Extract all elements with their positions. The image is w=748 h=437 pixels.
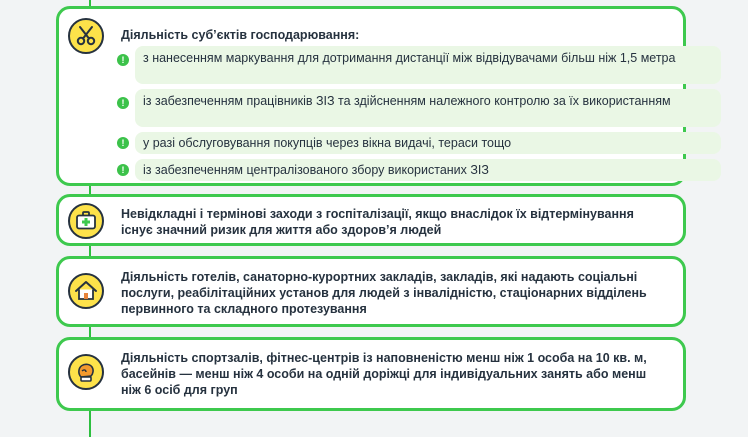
card-sports-facilities	[56, 337, 686, 411]
exclamation-icon: !	[117, 164, 129, 176]
card-hotels-sanatoriums	[56, 256, 686, 327]
list-item	[117, 89, 721, 127]
card-hospitalization	[56, 194, 686, 246]
card-business-activity	[56, 6, 686, 186]
list-item	[117, 46, 721, 84]
card-title: Невідкладні і термінові заходи з госпіталізації, якщо внаслідок їх відтермінування існує значний ризик для життя або здоров’я людей	[121, 207, 634, 237]
house-icon	[68, 273, 104, 309]
first-aid-kit-icon	[68, 203, 104, 239]
list-item	[117, 159, 721, 181]
list-item	[117, 132, 721, 154]
boxing-glove-icon	[68, 354, 104, 390]
list-item-text: у разі обслуговування покупців через вікна видачі, тераси тощо	[143, 136, 512, 150]
exclamation-icon: !	[117, 54, 129, 66]
card-title: Діяльність спортзалів, фітнес-центрів із наповненістю менш ніж 1 особа на 10 кв. м, басейнів — менш ніж 4 особи на одній доріжці для індивідуальних занять або менш ніж 6 осіб для груп	[121, 351, 647, 397]
card-title: Діяльність суб’єктів господарювання:	[121, 28, 360, 42]
card-title: Діяльність готелів, санаторно-курортних закладів, закладів, які надають соціальні послуги, реабілітаційних установ для людей з інвалідністю, стаціонарних відділень первинного та складного протезування	[121, 270, 647, 316]
list-item-text: із забезпеченням централізованого збору використаних ЗІЗ	[143, 163, 489, 177]
connector-line	[89, 409, 91, 437]
list-item-text: із забезпеченням працівників ЗІЗ та здійсненням належного контролю за їх використанням	[143, 94, 671, 108]
scissors-icon	[68, 18, 104, 54]
exclamation-icon: !	[117, 137, 129, 149]
list-item-text: з нанесенням маркування для дотримання дистанції між відвідувачами більш ніж 1,5 метра	[143, 51, 676, 65]
exclamation-icon: !	[117, 97, 129, 109]
